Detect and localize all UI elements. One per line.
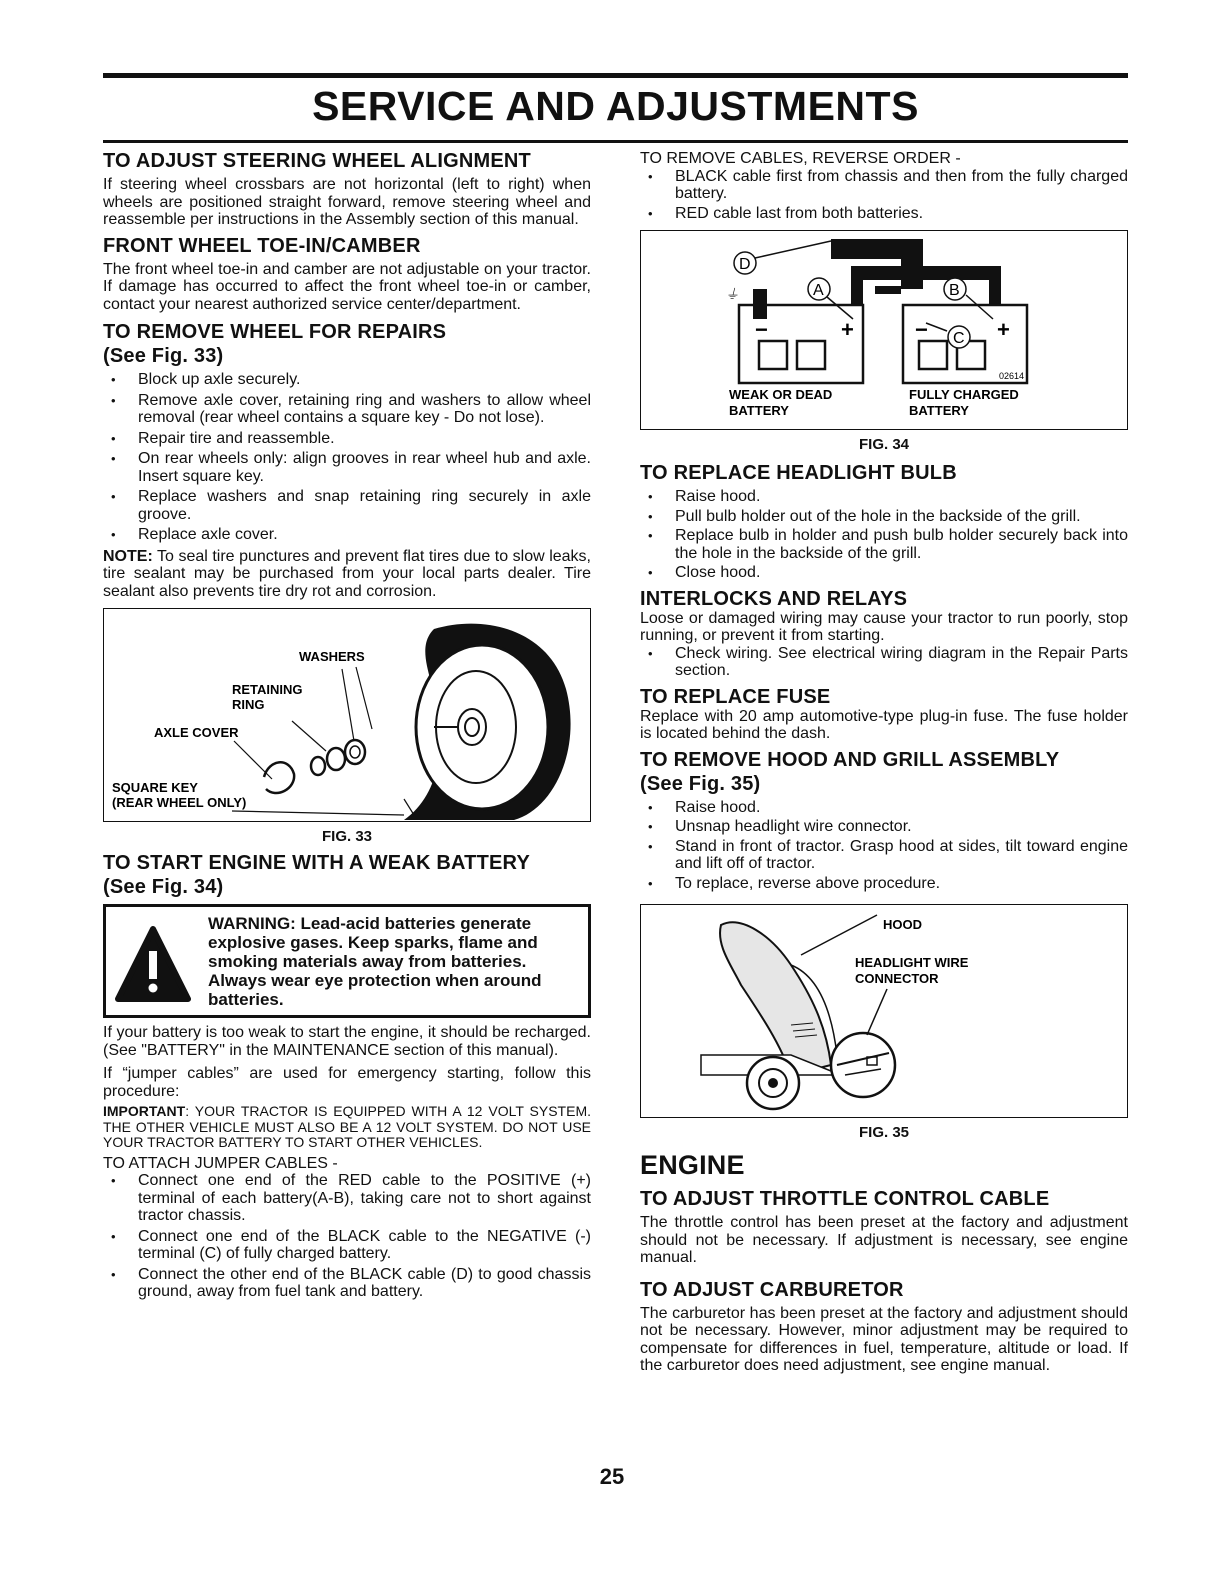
attach-intro: TO ATTACH JUMPER CABLES - bbox=[103, 1154, 338, 1172]
important-note bbox=[103, 1104, 591, 1151]
toe-heading: FRONT WHEEL TOE-IN/CAMBER bbox=[103, 234, 421, 257]
list-item: • Remove axle cover, retaining ring and washers to allow wheel removal (rear wheel contains a square key - Do not lose). bbox=[103, 392, 591, 427]
remove-cables-steps bbox=[640, 168, 1128, 223]
note-label: NOTE: bbox=[103, 547, 153, 565]
hood-heading: TO REMOVE HOOD AND GRILL ASSEMBLY bbox=[640, 748, 1060, 771]
carb-body: The carburetor has been preset at the factory and adjustment should not be necessary. However, minor adjustment may be required to compensate for differences in fuel, temperature, altitude or load. If the carburetor does need adjustment, see engine manual. bbox=[640, 1304, 1128, 1374]
title-rule bbox=[103, 140, 1128, 143]
warning-box bbox=[103, 904, 591, 1018]
fig33-label-axle-cover: AXLE COVER bbox=[154, 725, 239, 740]
weak-para2: If “jumper cables” are used for emergency starting, follow this procedure: bbox=[103, 1065, 591, 1100]
hood-subheading: (See Fig. 35) bbox=[640, 772, 761, 795]
fig34-label-full2: BATTERY bbox=[909, 403, 969, 418]
remove-cables-intro: TO REMOVE CABLES, REVERSE ORDER - bbox=[640, 150, 961, 167]
right-column bbox=[640, 150, 1128, 1375]
warning-text: WARNING: Lead-acid batteries generate explosive gases. Keep sparks, flame and smoking materials away from batteries. Always wear eye protection when around batteries. bbox=[208, 913, 542, 1009]
list-item: • Repair tire and reassemble. bbox=[103, 430, 591, 448]
interlocks-steps bbox=[640, 645, 1128, 680]
interlocks-body: Loose or damaged wiring may cause your tractor to run poorly, stop running, or prevent it from starting. bbox=[640, 609, 1128, 644]
list-item: • Connect the other end of the BLACK cable (D) to good chassis ground, away from fuel tank and battery. bbox=[103, 1266, 591, 1301]
fig33-caption: FIG. 33 bbox=[321, 828, 373, 845]
steering-body: If steering wheel crossbars are not horizontal (left to right) when wheels are positioned straight forward, remove steering wheel and reassemble per instructions in the Assembly section of this manual. bbox=[103, 176, 591, 228]
important-text: : YOUR TRACTOR IS EQUIPPED WITH A 12 VOLT SYSTEM. THE OTHER VEHICLE MUST ALSO BE A 12 VOLT SYSTEM. DO NOT USE YOUR TRACTOR BATTERY TO START OTHER VEHICLES. bbox=[103, 1103, 591, 1150]
list-item: • Unsnap headlight wire connector. bbox=[640, 818, 1128, 836]
fuse-heading: TO REPLACE FUSE bbox=[640, 685, 831, 708]
list-item: • Replace axle cover. bbox=[103, 526, 591, 544]
fig35-hood-drawing bbox=[641, 905, 1126, 1117]
interlocks-heading: INTERLOCKS AND RELAYS bbox=[640, 587, 908, 610]
weak-heading: TO START ENGINE WITH A WEAK BATTERY bbox=[103, 852, 530, 874]
fig34-label-weak2: BATTERY bbox=[729, 403, 789, 418]
toe-body: The front wheel toe-in and camber are not adjustable on your tractor. If damage has occurred to affect the front wheel toe-in or camber, contact your nearest authorized service center/department. bbox=[103, 260, 591, 313]
headlight-steps bbox=[640, 488, 1128, 582]
fig34-frame bbox=[640, 230, 1128, 430]
fig34-caption: FIG. 34 bbox=[858, 436, 910, 453]
engine-heading: ENGINE bbox=[640, 1150, 745, 1180]
list-item: • Replace washers and snap retaining ring securely in axle groove. bbox=[103, 488, 591, 523]
note-text: To seal tire punctures and prevent flat tires due to slow leaks, tire sealant may be purchased from your local parts dealer. Tire sealant also prevents tire dry rot and corrosion. bbox=[103, 547, 591, 600]
top-rule bbox=[103, 73, 1128, 78]
weak-para1: If your battery is too weak to start the engine, it should be recharged. (See "BATTERY" in the MAINTENANCE section of this manual). bbox=[103, 1024, 591, 1059]
list-item: • BLACK cable first from chassis and then from the fully charged battery. bbox=[640, 168, 1128, 203]
list-item: • Block up axle securely. bbox=[103, 371, 591, 389]
wheel-heading: TO REMOVE WHEEL FOR REPAIRS bbox=[103, 321, 447, 343]
attach-steps bbox=[103, 1172, 591, 1301]
list-item: • Connect one end of the BLACK cable to the NEGATIVE (-) terminal (C) of fully charged battery. bbox=[103, 1228, 591, 1263]
fig34-label-b: B bbox=[949, 282, 960, 299]
wheel-steps bbox=[103, 371, 591, 544]
carb-heading: TO ADJUST CARBURETOR bbox=[640, 1278, 904, 1301]
weak-subheading: (See Fig. 34) bbox=[103, 876, 224, 898]
fig33-label-retaining: RETAINING bbox=[232, 682, 303, 697]
wheel-note bbox=[103, 548, 591, 601]
throttle-body: The throttle control has been preset at the factory and adjustment should not be necessary. If adjustment is necessary, see engine manual. bbox=[640, 1214, 1128, 1266]
list-item: • To replace, reverse above procedure. bbox=[640, 875, 1128, 893]
fig33-label-ring: RING bbox=[232, 697, 265, 712]
fig34-label-c: C bbox=[953, 330, 965, 347]
important-label: IMPORTANT bbox=[103, 1103, 186, 1119]
fig34-ground-symbol: ⏚ bbox=[725, 286, 739, 302]
hood-steps bbox=[640, 799, 1128, 893]
list-item: • On rear wheels only: align grooves in rear wheel hub and axle. Insert square key. bbox=[103, 450, 591, 485]
fig34-neg-sign-right: − bbox=[915, 317, 928, 342]
list-item: • Raise hood. bbox=[640, 799, 1128, 817]
list-item: • Close hood. bbox=[640, 564, 1128, 582]
list-item: • Check wiring. See electrical wiring diagram in the Repair Parts section. bbox=[640, 645, 1128, 680]
fig35-frame bbox=[640, 904, 1128, 1118]
fig33-label-square-key: SQUARE KEY bbox=[112, 780, 198, 795]
fig35-caption: FIG. 35 bbox=[858, 1124, 910, 1141]
fig34-code: 02614 bbox=[999, 371, 1025, 381]
fuse-body: Replace with 20 amp automotive-type plug-in fuse. The fuse holder is located behind the dash. bbox=[640, 707, 1128, 742]
fig34-label-full1: FULLY CHARGED bbox=[909, 387, 1019, 402]
fig34-label-d: D bbox=[739, 256, 751, 273]
fig34-pos-sign-left: + bbox=[841, 317, 854, 342]
list-item: • Pull bulb holder out of the hole in the backside of the grill. bbox=[640, 508, 1128, 526]
fig33-label-rear-only: (REAR WHEEL ONLY) bbox=[112, 795, 247, 810]
list-item: • Connect one end of the RED cable to the POSITIVE (+) terminal of each battery(A-B), taking care not to short against tractor chassis. bbox=[103, 1172, 591, 1225]
steering-heading: TO ADJUST STEERING WHEEL ALIGNMENT bbox=[103, 150, 531, 172]
headlight-heading: TO REPLACE HEADLIGHT BULB bbox=[640, 462, 957, 484]
fig34-label-a: A bbox=[813, 282, 824, 299]
list-item: • RED cable last from both batteries. bbox=[640, 205, 1128, 223]
wheel-subheading: (See Fig. 33) bbox=[103, 345, 224, 367]
throttle-heading: TO ADJUST THROTTLE CONTROL CABLE bbox=[640, 1188, 1050, 1210]
fig33-wheel-drawing bbox=[104, 609, 589, 821]
fig33-frame bbox=[103, 608, 591, 822]
warning-icon bbox=[112, 911, 194, 1011]
fig35-label-hood: HOOD bbox=[883, 917, 922, 932]
page-number: 25 bbox=[599, 1464, 625, 1489]
list-item: • Stand in front of tractor. Grasp hood at sides, tilt toward engine and lift off of tractor. bbox=[640, 838, 1128, 873]
fig33-label-washers: WASHERS bbox=[299, 649, 365, 664]
fig34-pos-sign-right: + bbox=[997, 317, 1010, 342]
fig34-neg-sign-left: − bbox=[755, 317, 768, 342]
page-title: SERVICE AND ADJUSTMENTS bbox=[312, 83, 919, 129]
fig35-label-wire1: HEADLIGHT WIRE bbox=[855, 955, 969, 970]
list-item: • Replace bulb in holder and push bulb holder securely back into the hole in the backside of the grill. bbox=[640, 527, 1128, 562]
fig34-battery-drawing bbox=[641, 231, 1126, 429]
list-item: • Raise hood. bbox=[640, 488, 1128, 506]
left-column bbox=[103, 150, 591, 1301]
fig34-label-weak1: WEAK OR DEAD bbox=[729, 387, 833, 402]
fig35-label-wire2: CONNECTOR bbox=[855, 971, 939, 986]
